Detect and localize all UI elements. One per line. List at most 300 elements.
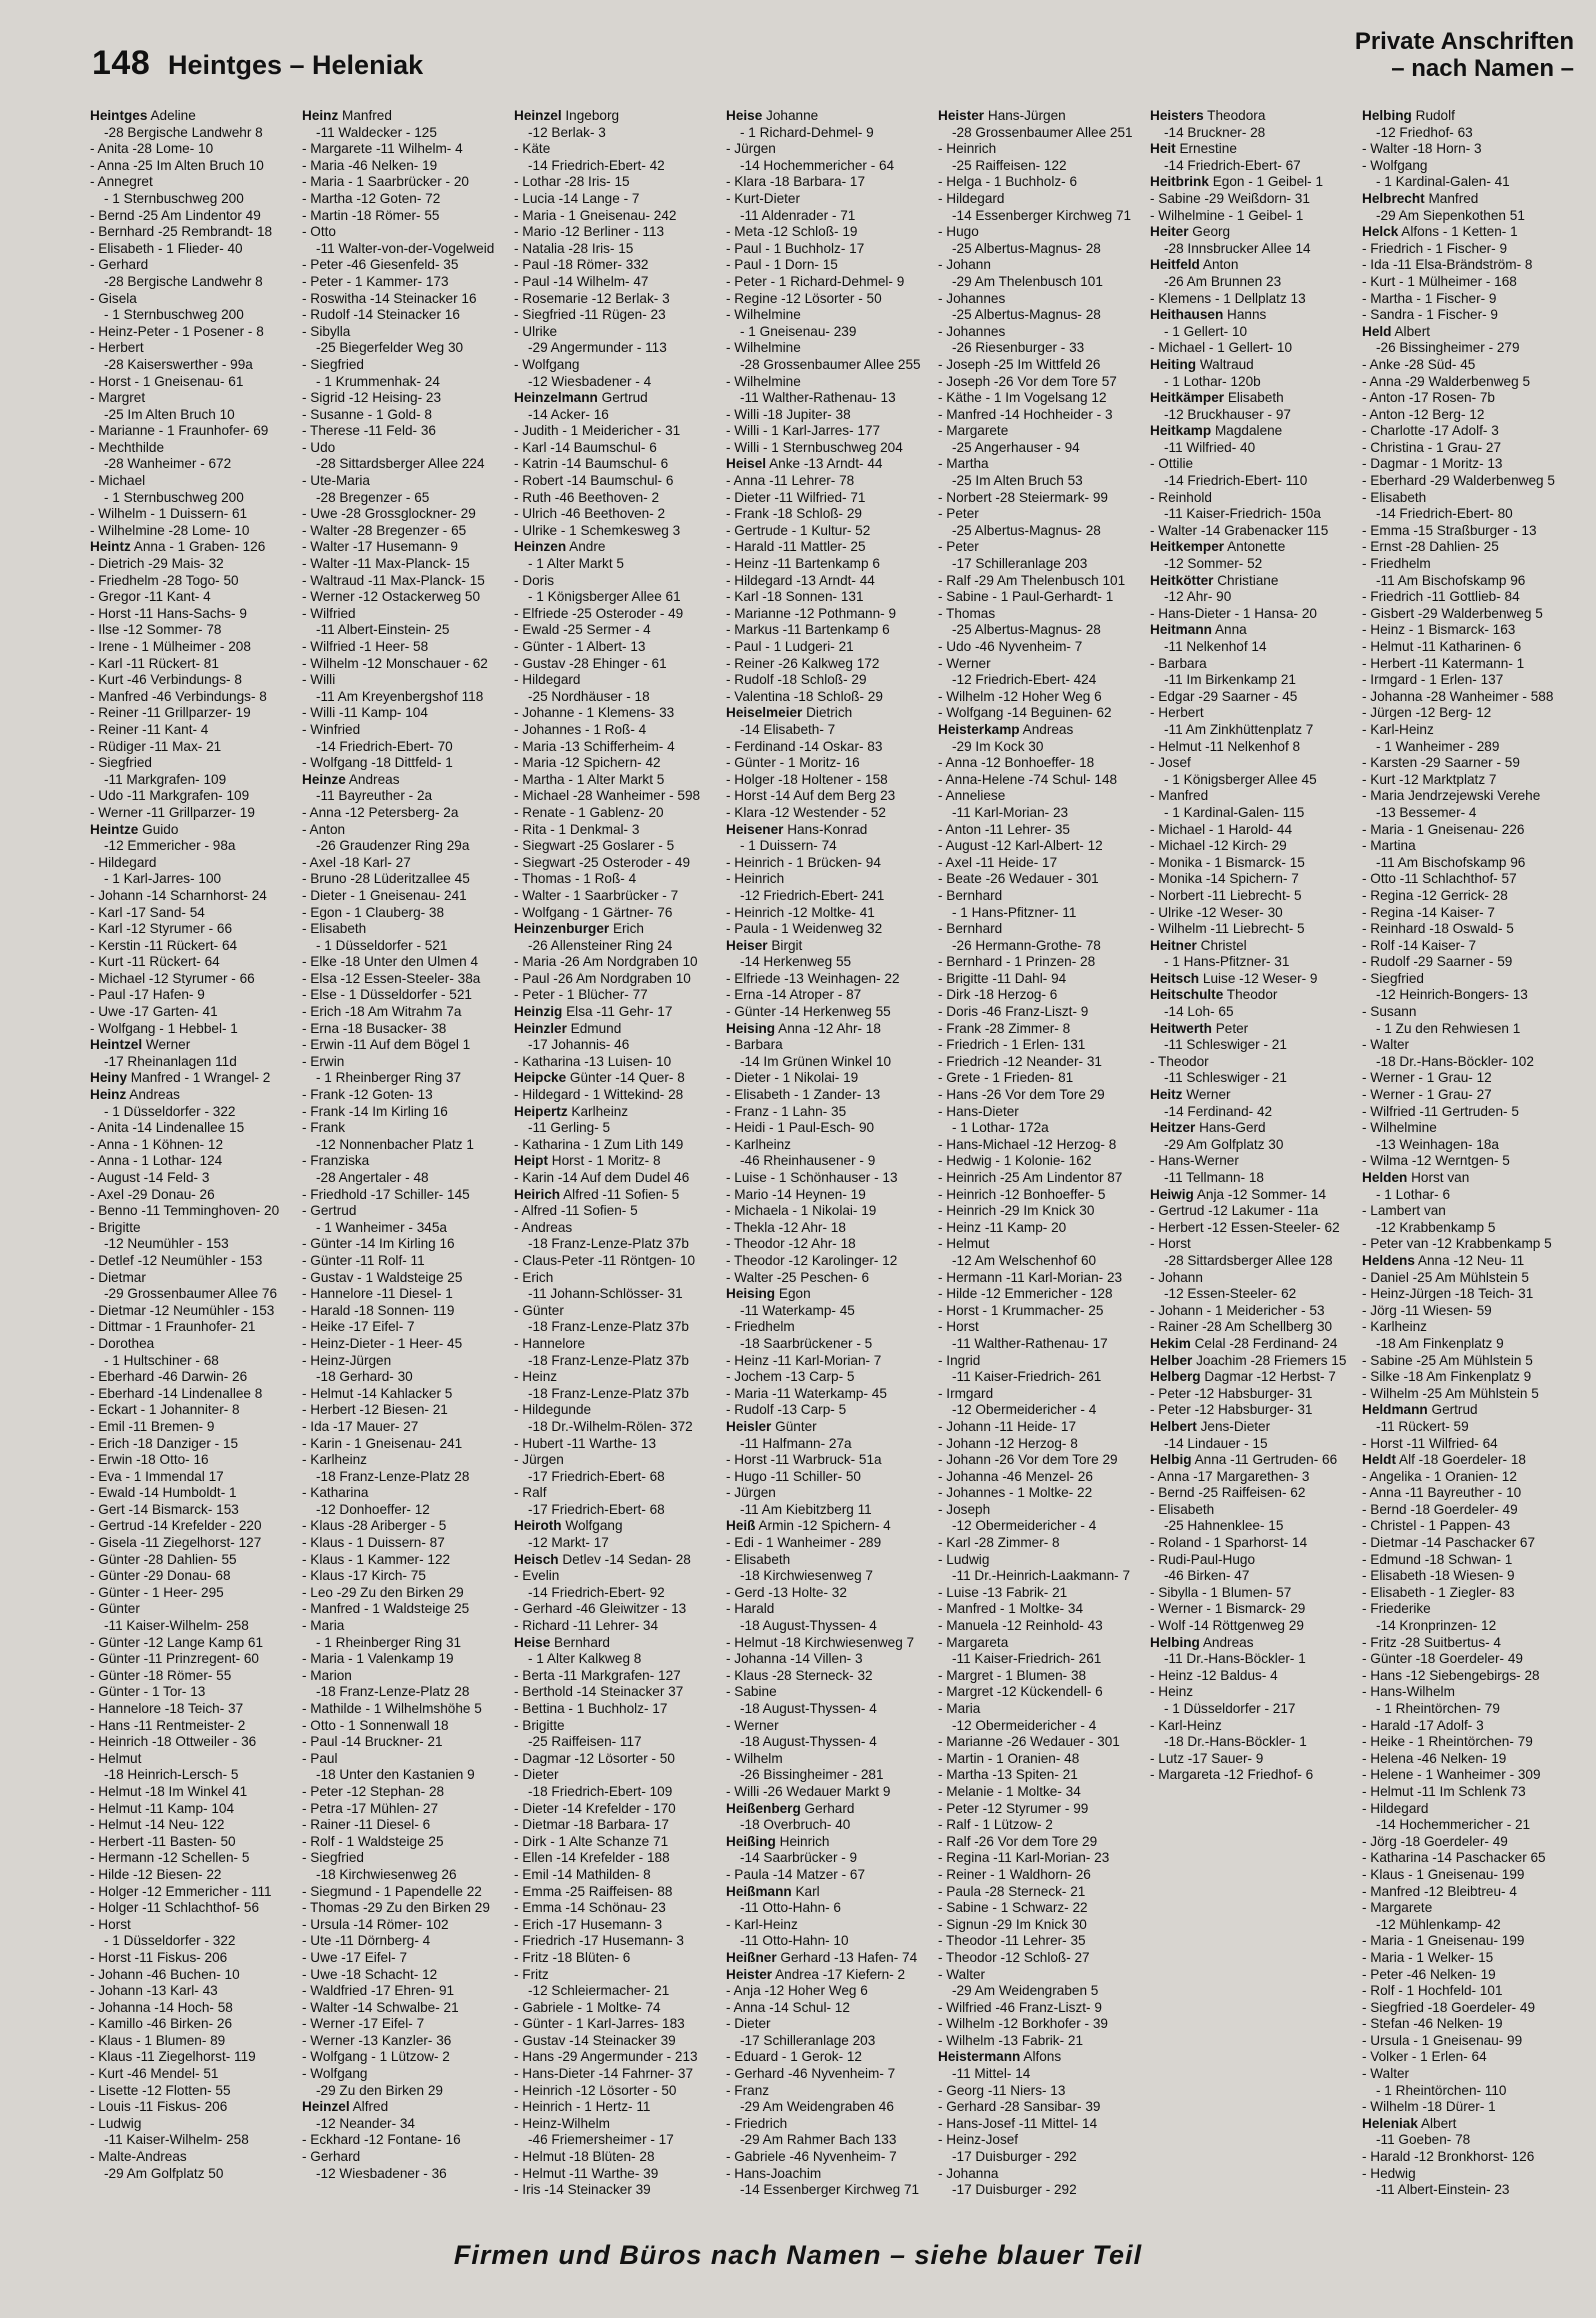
directory-entry: -14 Im Grünen Winkel 10	[740, 1053, 892, 1069]
directory-entry: - Wilhelm -12 Borkhofer - 39	[938, 2016, 1108, 2032]
directory-entry: - Luise -13 Fabrik- 21	[938, 1584, 1068, 1600]
directory-entry: -13 Bessemer- 4	[1376, 804, 1477, 820]
directory-entry: - Johanna -28 Wanheimer - 588	[1362, 688, 1554, 704]
directory-entry: - Wilhelm -25 Am Mühlstein 5	[1362, 1385, 1539, 1401]
directory-entry: -14 Acker- 16	[528, 406, 609, 422]
directory-entry: - Rainer -28 Am Schellberg 30	[1150, 1319, 1333, 1335]
directory-entry: - Johanna -46 Menzel- 26	[938, 1468, 1093, 1484]
directory-entry: Heirich Alfred -11 Sofien- 5	[514, 1186, 680, 1202]
directory-entry: -28 Sittardsberger Allee 128	[1164, 1252, 1333, 1268]
directory-entry: - Manfred - 1 Moltke- 34	[938, 1601, 1084, 1617]
directory-entry: - Friedhold -17 Schiller- 145	[302, 1186, 470, 1202]
directory-entry: - Dietmar -12 Neumühler - 153	[90, 1302, 275, 1318]
directory-entry: - Heidi - 1 Paul-Esch- 90	[726, 1120, 875, 1136]
directory-entry: - Jörg -11 Wiesen- 59	[1362, 1302, 1492, 1318]
directory-entry: - Anna - 1 Lothar- 124	[90, 1153, 223, 1169]
directory-entry: - Karsten -29 Saarner - 59	[1362, 755, 1520, 771]
directory-entry: - Siegwart -25 Goslarer - 5	[514, 838, 675, 854]
directory-entry: - Werner - 1 Grau- 12	[1362, 1070, 1492, 1086]
directory-entry: - Valentina -18 Schloß- 29	[726, 688, 883, 704]
directory-entry: -28 Grossenbaumer Allee 255	[740, 356, 921, 372]
directory-entry: -28 Angertaler - 48	[316, 1170, 429, 1185]
directory-entry: - Horst	[90, 1916, 131, 1932]
directory-entry: -14 Friedrich-Ebert- 80	[1376, 506, 1513, 522]
directory-entry: - Elfriede -13 Weinhagen- 22	[726, 970, 900, 986]
directory-entry: - Gerd -13 Holte- 32	[726, 1584, 847, 1600]
directory-entry: Heiser Birgit	[726, 937, 803, 953]
directory-entry: - Bernd -25 Am Lindentor 49	[90, 207, 261, 223]
directory-entry: - Reiner - 1 Waldhorn- 26	[938, 1866, 1091, 1882]
directory-entry: - Wilhelmine	[726, 307, 801, 323]
directory-entry: -18 August-Thyssen- 4	[740, 1618, 877, 1634]
directory-entry: Heisterkamp Andreas	[938, 721, 1074, 737]
directory-entry: - Hildegard	[514, 672, 581, 688]
directory-entry: - Monika -14 Spichern- 7	[1150, 871, 1299, 887]
directory-entry: - Joseph	[938, 1501, 991, 1517]
directory-entry: Heitner Christel	[1150, 937, 1247, 953]
directory-entry: - Leo -29 Zu den Birken 29	[302, 1584, 464, 1600]
directory-entry: - Johann -13 Karl- 43	[90, 1983, 218, 1999]
directory-column	[726, 108, 938, 2208]
directory-entry: - Heinz-Jürgen	[302, 1352, 392, 1368]
directory-entry: - Ilse -12 Sommer- 78	[90, 622, 222, 638]
directory-entry: - Wilhelm -12 Monschauer - 62	[302, 655, 488, 671]
directory-entry: - Gertrude - 1 Kultur- 52	[726, 522, 871, 538]
directory-entry: - Manuela -12 Reinhold- 43	[938, 1618, 1103, 1634]
directory-entry: - Hans -11 Rentmeister- 2	[90, 1717, 246, 1733]
directory-entry: - Michaela - 1 Nikolai- 19	[726, 1203, 877, 1219]
directory-entry: -11 Goeben- 78	[1376, 2132, 1471, 2148]
directory-entry: - Gabriele - 1 Moltke- 74	[514, 1999, 661, 2015]
directory-entry: - Martin -18 Römer- 55	[302, 207, 440, 223]
directory-entry: - Klaus - 1 Blumen- 89	[90, 2032, 226, 2048]
directory-entry: Heinzelmann Gertrud	[514, 390, 648, 406]
directory-entry: - Harald -17 Adolf- 3	[1362, 1717, 1484, 1733]
directory-entry: - 1 Hans-Pfitzner- 31	[1164, 954, 1290, 970]
directory-entry: -12 Bruckhauser - 97	[1164, 406, 1291, 422]
directory-entry: - Michael -12 Kirch- 29	[1150, 838, 1287, 854]
directory-entry: - Wilhelmine	[726, 340, 801, 356]
directory-entry: - Axel -29 Donau- 26	[90, 1186, 215, 1202]
directory-entry: Heintz Anna - 1 Graben- 126	[90, 539, 266, 555]
directory-entry: - Peter van -12 Krabbenkamp 5	[1362, 1236, 1552, 1252]
directory-entry: Heitschulte Theodor	[1150, 987, 1278, 1003]
directory-entry: Heithausen Hanns	[1150, 307, 1267, 323]
directory-entry: - Evelin	[514, 1568, 560, 1584]
directory-entry: -14 Bruckner- 28	[1164, 124, 1266, 140]
directory-entry: -17 Johannis- 46	[528, 1037, 630, 1053]
directory-entry: - Wolfgang	[514, 356, 580, 372]
directory-entry: - 1 Sternbuschweg 200	[104, 307, 244, 323]
directory-entry: - Günter -29 Donau- 68	[90, 1568, 231, 1584]
directory-entry: - Walter	[1362, 1037, 1410, 1053]
directory-entry: - Wolfgang	[1362, 157, 1428, 173]
directory-entry: - Luise - 1 Schönhauser - 13	[726, 1170, 898, 1185]
directory-entry: - Anton -17 Rosen- 7b	[1362, 390, 1495, 406]
directory-entry: - Paula -28 Sterneck- 21	[938, 1883, 1086, 1899]
directory-entry: Heinze Andreas	[302, 771, 400, 787]
directory-entry: - Frank -12 Goten- 13	[302, 1087, 433, 1103]
directory-entry: - Margret - 1 Blumen- 38	[938, 1667, 1087, 1683]
directory-entry: - Thomas -29 Zu den Birken 29	[302, 1900, 490, 1916]
directory-entry: - 1 Wanheimer - 289	[1376, 738, 1500, 754]
directory-entry: - Günter -18 Römer- 55	[90, 1667, 232, 1683]
directory-entry: - Joseph -25 Im Wittfeld 26	[938, 356, 1101, 372]
directory-entry: - Margareta	[938, 1634, 1009, 1650]
directory-entry: - Marianne -12 Pothmann- 9	[726, 605, 897, 621]
directory-entry: - Ralf	[514, 1485, 547, 1501]
directory-entry: -17 Duisburger - 292	[952, 2149, 1077, 2165]
directory-entry: - Axel -18 Karl- 27	[302, 854, 411, 870]
directory-entry: - Eberhard -46 Darwin- 26	[90, 1369, 248, 1385]
directory-entry: - Maria - 1 Welker- 15	[1362, 1949, 1494, 1965]
directory-entry: -11 Markgrafen- 109	[104, 771, 227, 787]
directory-entry: Heitsch Luise -12 Weser- 9	[1150, 970, 1318, 986]
directory-entry: - Irene - 1 Mülheimer - 208	[90, 639, 251, 654]
directory-entry: - Dietmar -18 Barbara- 17	[514, 1817, 669, 1833]
directory-entry: - Helmut -14 Kahlacker 5	[302, 1385, 453, 1401]
directory-entry: - Georg -11 Niers- 13	[938, 2082, 1066, 2098]
directory-entry: - Dieter	[514, 1767, 559, 1783]
directory-entry: -12 Friedrich-Ebert- 241	[740, 887, 885, 903]
directory-entry: - Rita - 1 Denkmal- 3	[514, 821, 640, 837]
directory-entry: -11 Walter-von-der-Vogelweid	[316, 240, 495, 256]
directory-entry: - Maria Jendrzejewski Verehe	[1362, 788, 1541, 804]
directory-entry: - Sibylla - 1 Blumen- 57	[1150, 1584, 1292, 1600]
directory-entry: - Helmut -11 Nelkenhof 8	[1150, 738, 1301, 754]
directory-entry: -11 Mittel- 14	[952, 2066, 1031, 2082]
directory-entry: - Maria - 1 Saarbrücker - 20	[302, 174, 469, 190]
directory-entry: - Hedwig - 1 Kolonie- 162	[938, 1153, 1092, 1169]
directory-entry: - Dittmar - 1 Fraunhofer- 21	[90, 1319, 256, 1335]
directory-entry: - Paul -14 Wilhelm- 47	[514, 273, 649, 289]
directory-entry: - Helena -46 Nelken- 19	[1362, 1750, 1507, 1766]
directory-entry: - Käthe - 1 Im Vogelsang 12	[938, 390, 1107, 406]
directory-entry: - Anton -12 Berg- 12	[1362, 406, 1485, 422]
directory-entry: - Peter -46 Giesenfeld- 35	[302, 257, 459, 273]
directory-entry: - Herbert -12 Essen-Steeler- 62	[1150, 1219, 1340, 1235]
directory-entry: - Hans-Joachim	[726, 2165, 822, 2181]
directory-entry: - Wilhelm -18 Dürer- 1	[1362, 2099, 1496, 2115]
directory-entry: -12 Essen-Steeler- 62	[1164, 1286, 1297, 1302]
directory-entry: - Paul -18 Römer- 332	[514, 257, 649, 273]
directory-entry: - 1 Königsberger Allee 45	[1164, 771, 1317, 787]
directory-entry: -17 Friedrich-Ebert- 68	[528, 1501, 665, 1517]
directory-entry: - Günter -14 Herkenweg 55	[726, 1004, 891, 1020]
directory-entry: - Richard -11 Lehrer- 34	[514, 1618, 659, 1634]
directory-entry: - Helmut -18 Blüten- 28	[514, 2149, 655, 2165]
directory-entry: - 1 Lothar- 120b	[1164, 373, 1261, 389]
directory-entry: - August -12 Karl-Albert- 12	[938, 838, 1103, 854]
directory-entry: - Otto - 1 Sonnenwall 18	[302, 1717, 449, 1733]
directory-entry: -18 Franz-Lenze-Platz 37b	[528, 1319, 689, 1335]
directory-entry: - Gerhard	[302, 2149, 361, 2165]
directory-entry: Helbing Rudolf	[1362, 108, 1455, 123]
directory-entry: -11 Am Kiebitzberg 11	[740, 1501, 872, 1517]
directory-entry: - Johanna	[938, 2165, 999, 2181]
directory-entry: - 1 Sternbuschweg 200	[104, 190, 244, 206]
directory-entry: - Sabine - 1 Schwarz- 22	[938, 1900, 1088, 1916]
directory-entry: - Holger -18 Holtener - 158	[726, 771, 888, 787]
directory-entry: - 1 Sternbuschweg 200	[104, 489, 244, 505]
directory-entry: - 1 Hans-Pfitzner- 11	[952, 904, 1077, 920]
directory-entry: - Reiner -26 Kalkweg 172	[726, 655, 880, 671]
directory-entry: - Anna -11 Lehrer- 78	[726, 473, 855, 489]
directory-entry: - Jochem -13 Carp- 5	[726, 1369, 855, 1385]
directory-entry: Heintze Guido	[90, 821, 179, 837]
directory-entry: - Kurt -46 Mendel- 51	[90, 2066, 219, 2082]
directory-entry: - Michael - 1 Harold- 44	[1150, 821, 1293, 837]
directory-entry: - Annegret	[90, 174, 153, 190]
directory-entry: - Ewald -25 Sermer - 4	[514, 622, 651, 638]
directory-entry: -17 Rheinanlagen 11d	[104, 1053, 237, 1069]
directory-entry: Heit Ernestine	[1150, 141, 1237, 157]
directory-entry: - Ralf - 1 Lützow- 2	[938, 1817, 1053, 1833]
directory-entry: - Helmut	[938, 1236, 990, 1252]
directory-entry: - Margret	[90, 390, 146, 406]
directory-entry: - Hedwig	[1362, 2165, 1416, 2181]
directory-entry: - Wilhelmine - 1 Geibel- 1	[1150, 207, 1304, 223]
directory-entry: -11 Kaiser-Wilhelm- 258	[104, 1618, 249, 1634]
directory-entry: -12 Emmericher - 98a	[104, 838, 236, 854]
directory-entry: - Horst -11 Wilfried- 64	[1362, 1435, 1498, 1451]
directory-entry: - Ottilie	[1150, 456, 1194, 472]
directory-entry: - Werner -11 Grillparzer- 19	[90, 804, 255, 820]
directory-entry: - Hildegunde	[514, 1402, 592, 1418]
directory-entry: -18 Kirchwiesenweg 26	[316, 1866, 457, 1882]
directory-entry: -29 Am Weidengraben 5	[952, 1983, 1099, 1999]
directory-entry: - Benno -11 Temminghoven- 20	[90, 1203, 280, 1219]
directory-entry: - Hildegard	[1362, 1800, 1429, 1816]
directory-entry: - Eberhard -14 Lindenallee 8	[90, 1385, 263, 1401]
directory-entry: -13 Weinhagen- 18a	[1376, 1136, 1499, 1152]
directory-entry: -11 Im Birkenkamp 21	[1164, 672, 1296, 688]
directory-entry: -14 Ferdinand- 42	[1164, 1103, 1273, 1119]
directory-entry: - Michael	[90, 473, 146, 489]
directory-entry: -25 Raiffeisen- 117	[528, 1734, 642, 1750]
directory-entry: - Herbert	[90, 340, 144, 356]
directory-entry: - Helmut -11 Katharinen- 6	[1362, 639, 1522, 654]
directory-entry: -11 Otto-Hahn- 6	[740, 1900, 841, 1916]
directory-entry: -46 Friemersheimer - 17	[528, 2132, 674, 2148]
directory-entry: -14 Hochemmericher - 21	[1376, 1817, 1531, 1833]
directory-entry: - Horst -11 Hans-Sachs- 9	[90, 605, 247, 621]
directory-entry: - 1 Rheinberger Ring 31	[316, 1634, 462, 1650]
directory-entry: - Walter - 1 Saarbrücker - 7	[514, 887, 679, 903]
directory-entry: Heising Egon	[726, 1286, 811, 1302]
directory-entry: -18 August-Thyssen- 4	[740, 1734, 877, 1750]
directory-entry: - Paul - 1 Ludgeri- 21	[726, 639, 854, 654]
directory-entry: - Siegfried	[302, 356, 364, 372]
directory-entry: - Marianne - 1 Fraunhofer- 69	[90, 423, 269, 439]
directory-entry: -12 Krabbenkamp 5	[1376, 1219, 1496, 1235]
directory-entry: - Karlheinz	[726, 1136, 791, 1152]
directory-entry: - Werner -12 Ostackerweg 50	[302, 589, 481, 605]
directory-entry: Heiting Waltraud	[1150, 356, 1254, 372]
directory-entry: -17 Schilleranlage 203	[740, 2032, 876, 2048]
directory-entry: - Harald	[726, 1601, 775, 1617]
directory-entry: - Maria -46 Nelken- 19	[302, 157, 438, 173]
directory-entry: -11 Aldenrader - 71	[740, 207, 856, 223]
directory-entry: -12 Markt- 17	[528, 1535, 609, 1551]
directory-entry: - 1 Alter Markt 5	[528, 556, 624, 572]
directory-entry: -26 Bissingheimer - 279	[1376, 340, 1520, 356]
directory-entry: - Gisela	[90, 290, 137, 306]
directory-entry: -14 Friedrich-Ebert- 42	[528, 157, 665, 173]
directory-entry: - Anja -12 Hoher Weg 6	[726, 1983, 868, 1999]
directory-entry: Heißmann Karl	[726, 1883, 820, 1899]
directory-entry: - Rudolf -14 Steinacker 16	[302, 307, 460, 323]
directory-entry: - Therese -11 Feld- 36	[302, 423, 436, 439]
directory-entry: -12 Wiesbadener - 4	[528, 373, 652, 389]
directory-entry: - Klaus -28 Ariberger - 5	[302, 1518, 447, 1534]
directory-entry: - Karl-Heinz	[1150, 1717, 1222, 1733]
directory-entry: - Bernhard	[938, 921, 1003, 937]
directory-entry: - Irmgard	[938, 1385, 994, 1401]
directory-entry: - Mechthilde	[90, 439, 165, 455]
directory-entry: - Wilma -12 Werntgen- 5	[1362, 1153, 1510, 1169]
directory-entry: - Willi -18 Jupiter- 38	[726, 406, 851, 422]
directory-entry: Heipertz Karlheinz	[514, 1103, 629, 1119]
directory-entry: - Anke -28 Süd- 45	[1362, 356, 1476, 372]
directory-entry: - Helmut -14 Neu- 122	[90, 1817, 225, 1833]
directory-entry: -25 Angerhauser - 94	[952, 439, 1080, 455]
directory-entry: -25 Nordhäuser - 18	[528, 688, 650, 704]
directory-entry: - Ursula -14 Römer- 102	[302, 1916, 449, 1932]
directory-entry: -25 Raiffeisen- 122	[952, 157, 1067, 173]
directory-entry: -12 Friedhof- 63	[1376, 124, 1473, 140]
directory-entry: - Siegfried	[302, 1850, 364, 1866]
directory-entry: -11 Kaiser-Friedrich- 150a	[1164, 506, 1321, 522]
directory-entry: - Peter	[938, 506, 979, 522]
directory-entry: - Friedrich -17 Husemann- 3	[514, 1933, 684, 1949]
directory-entry: -25 Im Alten Bruch 10	[104, 406, 235, 422]
directory-entry: Held Albert	[1362, 323, 1431, 339]
section-title	[1355, 28, 1574, 82]
directory-entry: - Lambert van	[1362, 1203, 1446, 1219]
directory-entry: - Bernhard	[938, 887, 1003, 903]
directory-entry: - Katharina	[302, 1485, 369, 1501]
directory-entry: - Walter -14 Grabenacker 115	[1150, 522, 1329, 538]
directory-entry: - Erwin	[302, 1053, 345, 1069]
directory-entry: - Maria - 1 Gneisenau- 242	[514, 207, 677, 223]
directory-entry: - Martha - 1 Fischer- 9	[1362, 290, 1497, 306]
directory-entry: Heister Andrea -17 Kiefern- 2	[726, 1966, 906, 1982]
directory-entry: - Eduard - 1 Gerok- 12	[726, 2049, 862, 2065]
directory-entry: - Johanna -14 Villen- 3	[726, 1651, 863, 1667]
directory-entry: -18 Franz-Lenze-Platz 37b	[528, 1385, 689, 1401]
directory-entry: - Winfried	[302, 721, 361, 737]
directory-entry: -18 Franz-Lenze-Platz 37b	[528, 1236, 689, 1252]
directory-entry: -14 Friedrich-Ebert- 67	[1164, 157, 1301, 173]
directory-entry: - Theodor -12 Karolinger- 12	[726, 1252, 898, 1268]
directory-entry: Helden Horst van	[1362, 1170, 1470, 1185]
directory-entry: - Petra -17 Mühlen- 27	[302, 1800, 439, 1816]
directory-entry: - Johann -14 Scharnhorst- 24	[90, 887, 267, 903]
directory-entry: Helbrecht Manfred	[1362, 190, 1479, 206]
directory-entry: - Udo	[302, 439, 336, 455]
directory-entry: - Peter -12 Habsburger- 31	[1150, 1385, 1313, 1401]
directory-entry: - Herbert -11 Basten- 50	[90, 1833, 236, 1849]
directory-entry: Heinzler Edmund	[514, 1020, 622, 1036]
directory-entry: - Johannes	[938, 290, 1006, 306]
directory-entry: - Karl-Heinz	[726, 1916, 798, 1932]
directory-entry: - Willi - 1 Sternbuschweg 204	[726, 439, 903, 455]
directory-entry: - Horst	[1150, 1236, 1191, 1252]
directory-entry: - Karlheinz	[302, 1452, 367, 1468]
directory-entry: - Elsa -12 Essen-Steeler- 38a	[302, 970, 481, 986]
directory-entry: Heitkämper Elisabeth	[1150, 390, 1284, 406]
directory-entry: - Hermann -11 Karl-Morian- 23	[938, 1269, 1123, 1285]
directory-entry: - Helga - 1 Buchholz- 6	[938, 174, 1078, 190]
directory-entry: - Hildegard	[938, 190, 1005, 206]
directory-entry: - Regina -12 Gerrick- 28	[1362, 887, 1508, 903]
directory-entry: - Heinrich	[938, 141, 997, 157]
directory-entry: - Klara -18 Barbara- 17	[726, 174, 866, 190]
directory-entry: - Rainer -11 Diesel- 6	[302, 1817, 431, 1833]
directory-entry: - Willi -11 Kamp- 104	[302, 705, 428, 721]
directory-entry: - 1 Düsseldorfer - 217	[1164, 1701, 1296, 1716]
directory-entry: -12 Neander- 34	[316, 2115, 415, 2131]
directory-entry: - Harald -11 Mattler- 25	[726, 539, 866, 555]
directory-entry: - Martina	[1362, 838, 1416, 854]
directory-entry: - Anna -14 Schul- 12	[726, 1999, 850, 2015]
directory-entry: - Gerhard -28 Sansibar- 39	[938, 2099, 1101, 2115]
directory-entry: - Hans-Josef -11 Mittel- 14	[938, 2115, 1098, 2131]
directory-entry: - Regine -12 Lösorter - 50	[726, 290, 882, 306]
directory-entry: - Wilfried -46 Franz-Liszt- 9	[938, 1999, 1102, 2015]
directory-entry: -18 Am Finkenplatz 9	[1376, 1335, 1504, 1351]
directory-entry: - Karin - 1 Gneisenau- 241	[302, 1435, 463, 1451]
directory-entry: - Hilde -12 Biesen- 22	[90, 1866, 222, 1882]
directory-entry: -18 Gerhard- 30	[316, 1369, 413, 1385]
directory-entry: - Hannelore	[514, 1335, 586, 1351]
directory-entry: - Wolfgang - 1 Lützow- 2	[302, 2049, 450, 2065]
directory-entry: -28 Wanheimer - 672	[104, 456, 232, 472]
directory-entry: - 1 Wanheimer - 345a	[316, 1219, 447, 1235]
directory-entry: -18 Dr.-Hans-Böckler- 102	[1376, 1053, 1534, 1069]
directory-entry: - Jürgen	[514, 1452, 564, 1468]
directory-entry: - Heinrich -29 Im Knick 30	[938, 1203, 1095, 1219]
directory-entry: Helck Alfons - 1 Ketten- 1	[1362, 224, 1518, 240]
directory-entry: -18 Dr.-Hans-Böckler- 1	[1164, 1734, 1307, 1750]
directory-entry: -14 Elisabeth- 7	[740, 721, 836, 737]
directory-entry: - Berthold -14 Steinacker 37	[514, 1684, 684, 1700]
directory-entry: - Friedrich - 1 Fischer- 9	[1362, 240, 1508, 256]
directory-entry: - Uwe -17 Garten- 41	[90, 1004, 218, 1020]
directory-entry: - Erich -18 Danziger - 15	[90, 1435, 239, 1451]
directory-entry: - Friedhelm	[1362, 556, 1431, 572]
directory-entry: - Siegmund - 1 Papendelle 22	[302, 1883, 482, 1899]
directory-entry: - Dagmar -12 Lösorter - 50	[514, 1750, 675, 1766]
directory-entry: - 1 Kardinal-Galen- 41	[1376, 174, 1510, 190]
directory-entry: - Johannes - 1 Moltke- 22	[938, 1485, 1093, 1501]
directory-entry: - Dieter -11 Wilfried- 71	[726, 489, 866, 505]
directory-entry: - Judith - 1 Meidericher - 31	[514, 423, 681, 439]
directory-entry: Heinzel Alfred	[302, 2099, 389, 2115]
directory-entry: -26 Bissingheimer - 281	[740, 1767, 884, 1783]
directory-entry: - Frank -14 Im Kirling 16	[302, 1103, 448, 1119]
directory-entry: -11 Gerling- 5	[528, 1120, 611, 1136]
directory-entry: - Klaus - 1 Duissern- 87	[302, 1535, 445, 1551]
directory-entry: Heitkamp Magdalene	[1150, 423, 1283, 439]
directory-entry: - Udo -46 Nyvenheim- 7	[938, 639, 1083, 654]
directory-entry: Heitkemper Antonette	[1150, 539, 1286, 555]
directory-entry: - Holger -12 Emmericher - 111	[90, 1883, 272, 1899]
directory-entry: - Manfred - 1 Waldsteige 25	[302, 1601, 470, 1617]
directory-entry: - Reinhold	[1150, 489, 1212, 505]
directory-column	[938, 108, 1150, 2208]
